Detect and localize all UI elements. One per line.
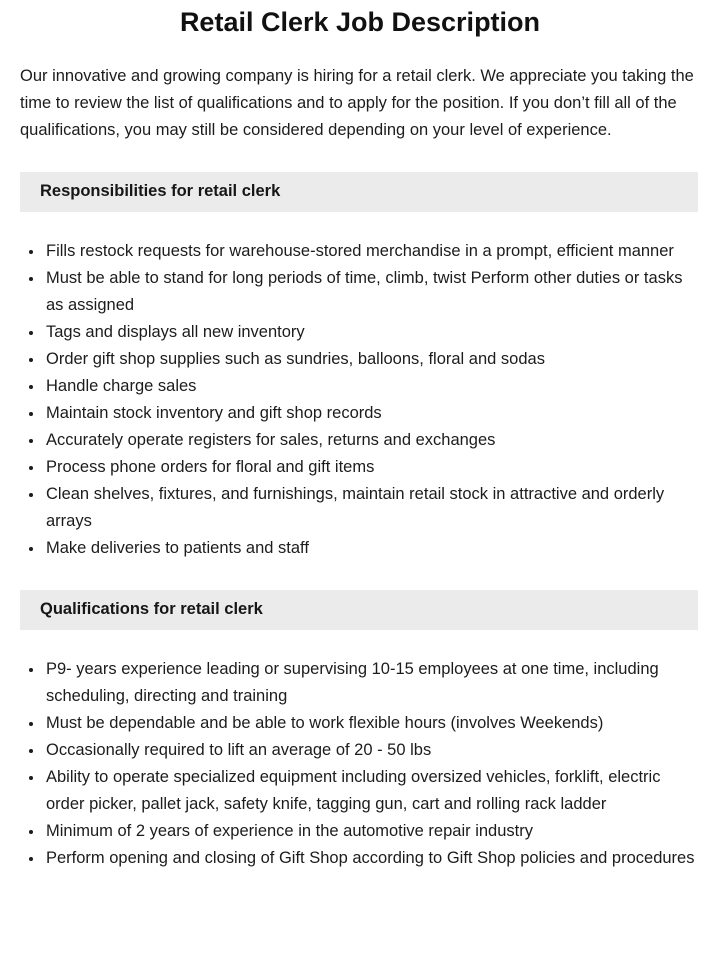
qualifications-section-header: Qualifications for retail clerk <box>20 590 698 630</box>
list-item: • Perform opening and closing of Gift Shop according to Gift Shop policies and procedures <box>44 845 700 872</box>
list-item: • Process phone orders for floral and gift items <box>44 454 700 481</box>
list-item: • Maintain stock inventory and gift shop records <box>44 400 700 427</box>
list-item: • Must be able to stand for long periods of time, climb, twist Perform other duties or tasks as assigned <box>44 265 700 319</box>
qualifications-list <box>20 656 700 872</box>
list-item: • Occasionally required to lift an average of 20 - 50 lbs <box>44 737 700 764</box>
page-title: Retail Clerk Job Description <box>179 7 541 37</box>
qualifications-section <box>0 590 720 872</box>
list-item: • Must be dependable and be able to work flexible hours (involves Weekends) <box>44 710 700 737</box>
list-item: • Clean shelves, fixtures, and furnishings, maintain retail stock in attractive and orderly arrays <box>44 481 700 535</box>
list-item: • P9- years experience leading or supervising 10-15 employees at one time, including scheduling, directing and training <box>44 656 700 710</box>
list-item: • Accurately operate registers for sales, returns and exchanges <box>44 427 700 454</box>
list-item: • Handle charge sales <box>44 373 700 400</box>
list-item: • Make deliveries to patients and staff <box>44 535 700 562</box>
list-item: • Ability to operate specialized equipment including oversized vehicles, forklift, electric order picker, pallet jack, safety knife, tagging gun, cart and rolling rack ladder <box>44 764 700 818</box>
list-item: • Tags and displays all new inventory <box>44 319 700 346</box>
responsibilities-section-header: Responsibilities for retail clerk <box>20 172 698 212</box>
list-item: • Fills restock requests for warehouse-stored merchandise in a prompt, efficient manner <box>44 238 700 265</box>
intro-paragraph: Our innovative and growing company is hiring for a retail clerk. We appreciate you taking the time to review the list of qualifications and to apply for the position. If you don’t fill all of the qualifications, you may still be considered depending on your level of experience. <box>20 66 694 139</box>
list-item: • Order gift shop supplies such as sundries, balloons, floral and sodas <box>44 346 700 373</box>
responsibilities-section <box>0 172 720 562</box>
list-item: • Minimum of 2 years of experience in the automotive repair industry <box>44 818 700 845</box>
responsibilities-list <box>20 238 700 562</box>
